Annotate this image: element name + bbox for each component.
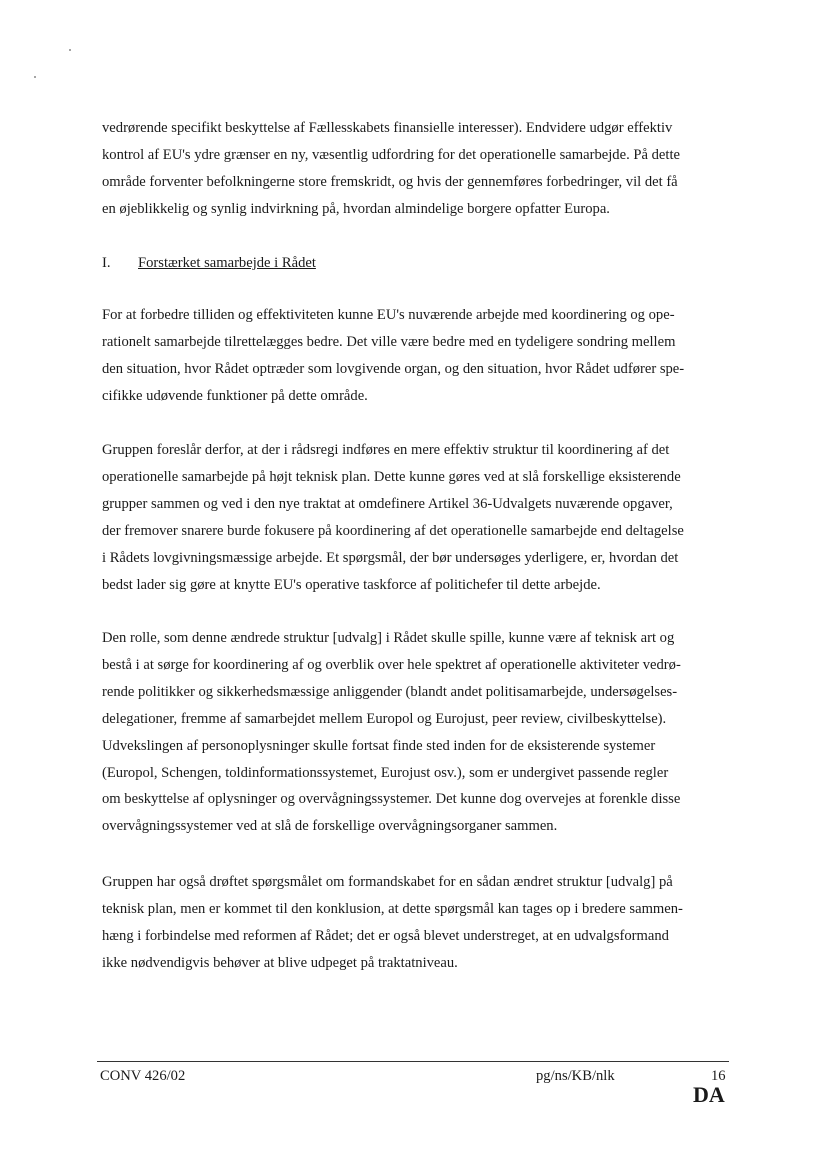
paragraph-role [102, 625, 742, 840]
footer-initials: pg/ns/KB/nlk [536, 1068, 615, 1084]
text-line: Gruppen foreslår derfor, at der i rådsregi indføres en mere effektiv struktur til koordinering af det [102, 442, 670, 458]
paragraph-chairmanship [102, 869, 742, 977]
text-line: cifikke udøvende funktioner på dette område. [102, 387, 368, 404]
text-line: der fremover snarere burde fokusere på koordinering af det operationelle samarbejde end deltagelse [102, 522, 684, 539]
text-line: i Rådets lovgivningsmæssige arbejde. Et spørgsmål, der bør undersøges yderligere, er, hvordan det [102, 549, 679, 566]
paragraph-trust [102, 302, 742, 410]
text-line: bedst lader sig gøre at knytte EU's operative taskforce af politichefer til dette arbejde. [102, 576, 601, 593]
text-line: overvågningssystemer ved at slå de forskellige overvågningsorganer sammen. [102, 818, 558, 835]
text-line: teknisk plan, men er kommet til den konklusion, at dette spørgsmål kan tages op i bredere sammen- [102, 900, 683, 917]
text-line: delegationer, fremme af samarbejdet mellem Europol og Eurojust, peer review, civilbeskyttelse). [102, 710, 667, 727]
text-line: hæng i forbindelse med reformen af Rådet; det er også blevet understreget, at en udvalgsformand [102, 927, 669, 944]
paragraph-group-proposal [102, 437, 742, 598]
text-line: bestå i at sørge for koordinering af og overblik over hele spektret af operationelle aktiviteter vedrø- [102, 656, 681, 673]
footer-language-code: DA [693, 1082, 725, 1107]
section-title: Forstærket samarbejde i Rådet [138, 255, 316, 271]
text-line: grupper sammen og ved i den nye traktat at omdefinere Artikel 36-Udvalgets nuværende opgaver, [102, 495, 673, 512]
text-line: vedrørende specifikt beskyttelse af Fællesskabets finansielle interesser). Endvidere udgør effektiv [102, 120, 673, 136]
text-line: (Europol, Schengen, toldinformationssystemet, Eurojust osv.), som er undergivet passende regler [102, 764, 669, 781]
text-line: en øjeblikkelig og synlig indvirkning på, hvordan almindelige borgere opfatter Europa. [102, 200, 610, 217]
text-line: Udvekslingen af personoplysninger skulle fortsat finde sted inden for de eksisterende systemer [102, 737, 656, 754]
scan-speck [34, 76, 36, 78]
text-line: ikke nødvendigvis behøver at blive udpeget på traktatniveau. [102, 954, 458, 971]
text-line: om beskyttelse af oplysninger og overvågningssystemer. Det kunne dog overvejes at forenkle disse [102, 791, 681, 808]
text-line: område forventer befolkningerne store fremskridt, og hvis der gennemføres forbedringer, vil det få [102, 173, 678, 190]
scan-speck [69, 49, 71, 51]
section-heading [102, 250, 316, 276]
text-line: For at forbedre tilliden og effektiviteten kunne EU's nuværende arbejde med koordinering og ope- [102, 307, 675, 323]
section-number: I. [102, 255, 111, 271]
text-line: Den rolle, som denne ændrede struktur [udvalg] i Rådet skulle spille, kunne være af teknisk art og [102, 630, 675, 646]
footer-page-number: 16 [711, 1068, 726, 1084]
text-line: Gruppen har også drøftet spørgsmålet om formandskabet for en sådan ændret struktur [udvalg] på [102, 874, 673, 890]
text-line: den situation, hvor Rådet optræder som lovgivende organ, og den situation, hvor Rådet udfører spe- [102, 360, 685, 377]
footer-divider [97, 1061, 729, 1062]
text-line: operationelle samarbejde på højt teknisk plan. Dette kunne gøres ved at slå forskellige eksisterende [102, 468, 681, 485]
footer-doc-ref: CONV 426/02 [100, 1068, 186, 1084]
text-line: kontrol af EU's ydre grænser en ny, væsentlig udfordring for det operationelle samarbejde. På dette [102, 146, 680, 163]
paragraph-intro [102, 115, 742, 223]
text-line: rationelt samarbejde tilrettelægges bedre. Det ville være bedre med en tydeligere sondring mellem [102, 333, 676, 350]
text-line: rende politikker og sikkerhedsmæssige anliggender (blandt andet politisamarbejde, undersøgelses- [102, 683, 678, 700]
